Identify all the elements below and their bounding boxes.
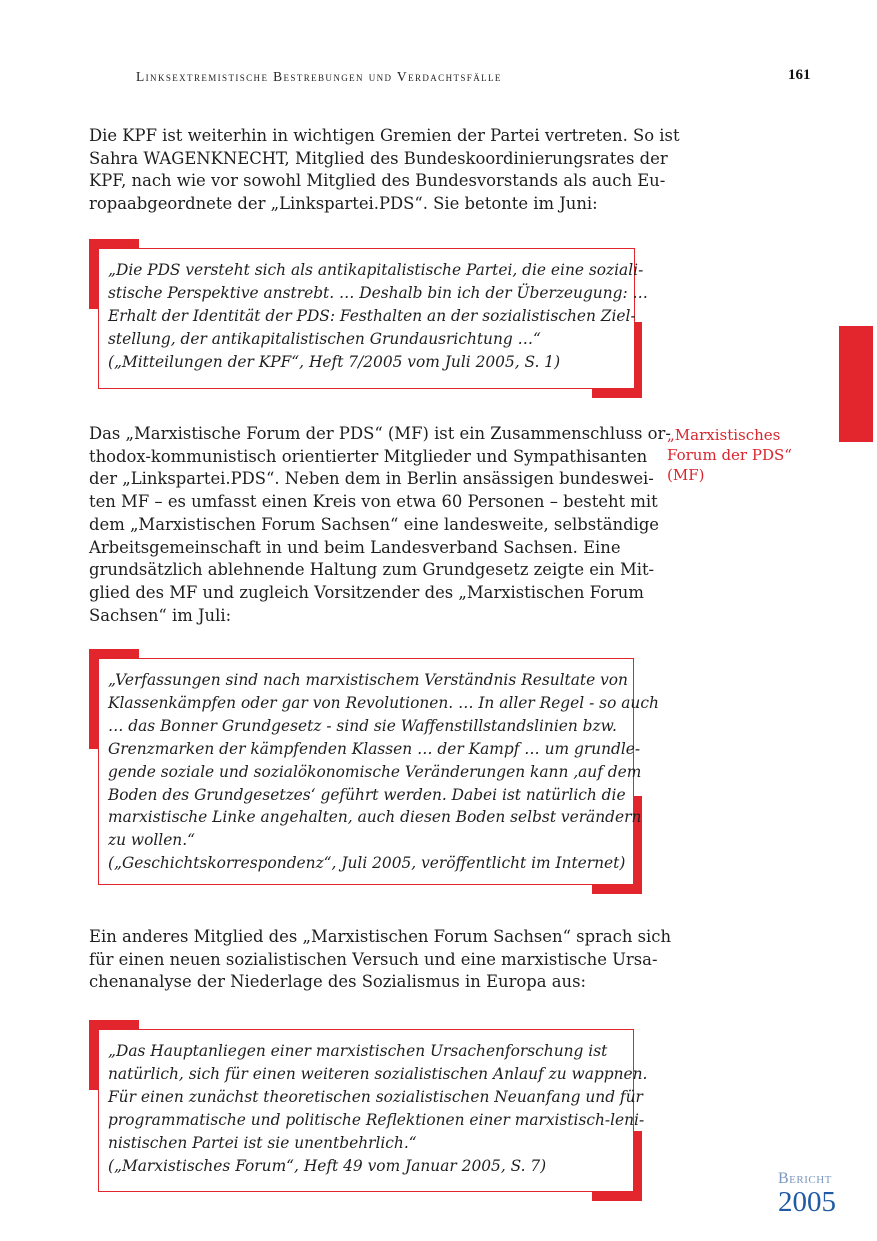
body-paragraph-2 — [89, 423, 671, 627]
text-line: ten MF – es umfasst einen Kreis von etwa 60 Personen – besteht mit — [89, 492, 658, 512]
quote-source: („Mitteilungen der KPF“, Heft 7/2005 vom Juli 2005, S. 1) — [108, 352, 561, 371]
body-paragraph-3 — [89, 926, 672, 994]
quote-block-3 — [89, 1020, 648, 1201]
text-line: Sahra WAGENKNECHT, Mitglied des Bundeskoordinierungsrates der — [89, 148, 668, 168]
quote-box — [98, 1029, 648, 1192]
quote-source: („Geschichtskorrespondenz“, Juli 2005, veröffentlicht im Internet) — [108, 854, 626, 873]
quote-line: Erhalt der Identität der PDS: Festhalten an der sozialistischen Ziel- — [108, 306, 636, 325]
text-line: Sachsen“ im Juli: — [89, 605, 232, 625]
quote-line: programmatische und politische Reflektionen einer marxistisch-leni- — [108, 1110, 645, 1129]
quote-line: gende soziale und sozialökonomische Veränderungen kann ‚auf dem — [108, 762, 642, 781]
quote-line: Für einen zunächst theoretischen sozialistischen Neuanfang und für — [108, 1087, 643, 1106]
text-line: Arbeitsgemeinschaft in und beim Landesverband Sachsen. Eine — [89, 537, 621, 557]
margin-note-line: „Marxistisches — [667, 426, 781, 444]
page-number: 161 — [788, 67, 811, 83]
margin-note-line: (MF) — [667, 466, 705, 484]
quote-block-1 — [89, 239, 648, 398]
quote-line: … das Bonner Grundgesetz - sind sie Waffenstillstandslinien bzw. — [108, 716, 617, 735]
quote-line: zu wollen.“ — [108, 831, 195, 850]
text-line: KPF, nach wie vor sowohl Mitglied des Bundesvorstands als auch Eu- — [89, 171, 666, 191]
text-line: Das „Marxistische Forum der PDS“ (MF) ist ein Zusammenschluss or- — [89, 424, 671, 443]
margin-note — [667, 425, 792, 485]
quote-line: Klassenkämpfen oder gar von Revolutionen. … In aller Regel - so auch — [108, 693, 659, 712]
running-head: Linksextremistische Bestrebungen und Verdachtsfälle — [136, 69, 502, 84]
quote-line: „Die PDS versteht sich als antikapitalistische Partei, die eine soziali- — [108, 261, 644, 279]
quote-line: marxistische Linke angehalten, auch diesen Boden selbst verändern — [108, 808, 642, 827]
quote-box — [98, 658, 659, 885]
quote-line: stellung, der antikapitalistischen Grundausrichtung …“ — [108, 329, 541, 348]
text-line: glied des MF und zugleich Vorsitzender des „Marxistischen Forum — [89, 582, 644, 602]
quote-line: nistischen Partei ist sie unentbehrlich.“ — [108, 1133, 417, 1152]
quote-line: Grenzmarken der kämpfenden Klassen … der Kampf … um grundle- — [108, 739, 641, 758]
report-brand — [778, 1170, 836, 1216]
quote-source: („Marxistisches Forum“, Heft 49 vom Januar 2005, S. 7) — [108, 1156, 547, 1175]
text-line: Ein anderes Mitglied des „Marxistischen Forum Sachsen“ sprach sich — [89, 927, 672, 946]
brand-word: Bericht — [778, 1170, 832, 1187]
text-line: der „Linkspartei.PDS“. Neben dem in Berlin ansässigen bundeswei- — [89, 469, 654, 489]
quote-line: „Verfassungen sind nach marxistischem Verständnis Resultate von — [108, 671, 628, 689]
text-line: für einen neuen sozialistischen Versuch und eine marxistische Ursa- — [89, 949, 658, 969]
text-line: Die KPF ist weiterhin in wichtigen Gremien der Partei vertreten. So ist — [89, 126, 680, 145]
chapter-tab-marker — [839, 326, 873, 442]
quote-line: natürlich, sich für einen weiteren sozialistischen Anlauf zu wappnen. — [108, 1064, 648, 1083]
text-line: chenanalyse der Niederlage des Sozialismus in Europa aus: — [89, 972, 587, 992]
text-line: grundsätzlich ablehnende Haltung zum Grundgesetz zeigte ein Mit- — [89, 560, 655, 580]
quote-line: Boden des Grundgesetzes‘ geführt werden. Dabei ist natürlich die — [108, 785, 626, 804]
body-paragraph-1 — [89, 125, 680, 216]
quote-box — [98, 248, 648, 389]
text-line: dem „Marxistischen Forum Sachsen“ eine landesweite, selbständige — [89, 514, 660, 534]
margin-note-line: Forum der PDS“ — [667, 446, 792, 464]
quote-line: „Das Hauptanliegen einer marxistischen Ursachenforschung ist — [108, 1042, 608, 1060]
brand-year: 2005 — [778, 1186, 836, 1218]
text-line: thodox-kommunistisch orientierter Mitglieder und Sympathisanten — [89, 446, 648, 466]
quote-block-2 — [89, 649, 659, 894]
quote-line: stische Perspektive anstrebt. … Deshalb bin ich der Überzeugung: … — [108, 283, 648, 302]
text-line: ropaabgeordnete der „Linkspartei.PDS“. Sie betonte im Juni: — [89, 194, 598, 214]
